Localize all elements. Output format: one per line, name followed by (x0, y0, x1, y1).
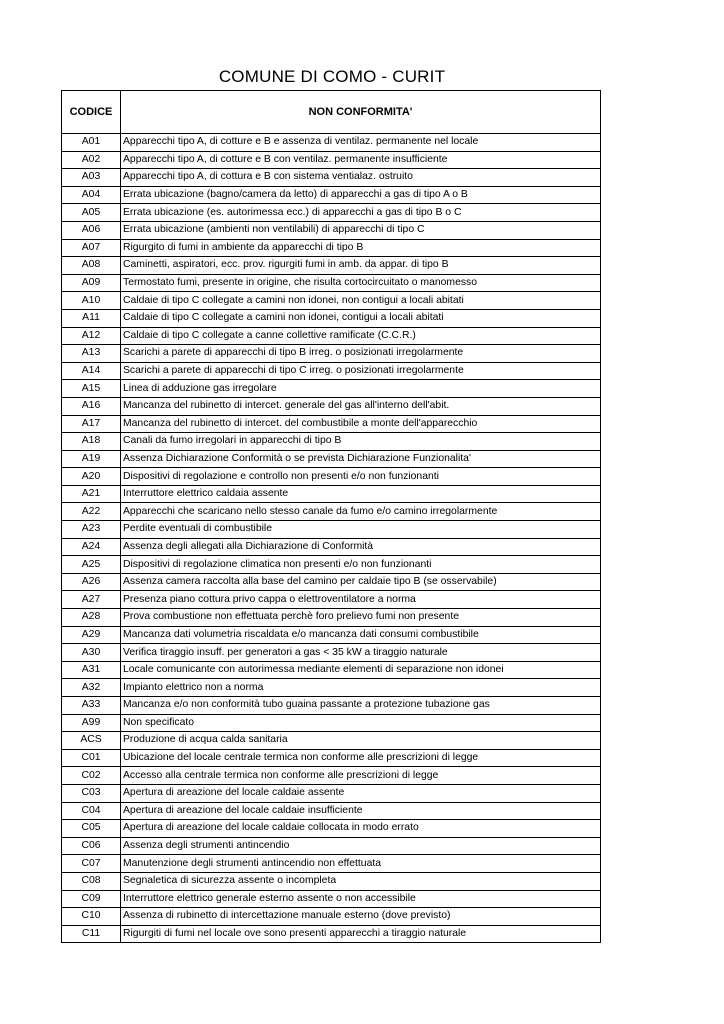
table-row (62, 345, 601, 363)
table-row (62, 626, 601, 644)
row-description: Scarichi a parete di apparecchi di tipo B irreg. o posizionati irregolarmente (121, 345, 601, 363)
row-description: Apparecchi che scaricano nello stesso canale da fumo e/o camino irregolarmente (121, 503, 601, 521)
row-description: Errata ubicazione (es. autorimessa ecc.) di apparecchi a gas di tipo B o C (121, 204, 601, 222)
table-row (62, 820, 601, 838)
row-code: A27 (62, 591, 121, 609)
table-row (62, 784, 601, 802)
row-code: A28 (62, 609, 121, 627)
table-row (62, 186, 601, 204)
row-description: Apertura di areazione del locale caldaie assente (121, 784, 601, 802)
row-description: Assenza degli allegati alla Dichiarazione di Conformità (121, 538, 601, 556)
row-description: Apparecchi tipo A, di cotture e B e assenza di ventilaz. permanente nel locale (121, 134, 601, 152)
table-body (62, 134, 601, 943)
row-description: Non specificato (121, 714, 601, 732)
row-code: C05 (62, 820, 121, 838)
row-code: A07 (62, 239, 121, 257)
table-row (62, 503, 601, 521)
row-code: A11 (62, 309, 121, 327)
row-description: Verifica tiraggio insuff. per generatori a gas < 35 kW a tiraggio naturale (121, 644, 601, 662)
row-code: A08 (62, 257, 121, 275)
table-row (62, 573, 601, 591)
row-code: A02 (62, 151, 121, 169)
document-title: COMUNE DI COMO - CURIT (218, 67, 446, 86)
row-description: Interruttore elettrico caldaia assente (121, 485, 601, 503)
row-code: A31 (62, 661, 121, 679)
row-description: Caldaie di tipo C collegate a canne collettive ramificate (C.C.R.) (121, 327, 601, 345)
row-description: Prova combustione non effettuata perchè foro prelievo fumi non presente (121, 609, 601, 627)
row-code: A04 (62, 186, 121, 204)
row-code: A12 (62, 327, 121, 345)
row-description: Assenza camera raccolta alla base del camino per caldaie tipo B (se osservabile) (121, 573, 601, 591)
row-description: Manutenzione degli strumenti antincendio non effettuata (121, 855, 601, 873)
table-row (62, 679, 601, 697)
table-row (62, 485, 601, 503)
row-description: Errata ubicazione (ambienti non ventilabili) di apparecchi di tipo C (121, 221, 601, 239)
table-row (62, 521, 601, 539)
row-code: C06 (62, 837, 121, 855)
row-description: Mancanza del rubinetto di intercet. del combustibile a monte dell'apparecchio (121, 415, 601, 433)
row-code: A10 (62, 292, 121, 310)
table-row (62, 450, 601, 468)
table-row (62, 309, 601, 327)
row-code: A01 (62, 134, 121, 152)
table-row (62, 837, 601, 855)
table-row (62, 134, 601, 152)
table-row (62, 767, 601, 785)
row-code: A23 (62, 521, 121, 539)
row-code: C04 (62, 802, 121, 820)
header-row (62, 91, 601, 134)
non-conformity-table (61, 90, 601, 943)
table-row (62, 591, 601, 609)
table-row (62, 415, 601, 433)
table-row (62, 204, 601, 222)
row-description: Caldaie di tipo C collegate a camini non idonei, contigui a locali abitati (121, 309, 601, 327)
row-code: A05 (62, 204, 121, 222)
row-description: Apertura di areazione del locale caldaie collocata in modo errato (121, 820, 601, 838)
table-row (62, 397, 601, 415)
row-code: A03 (62, 169, 121, 187)
row-description: Apparecchi tipo A, di cotture e B con ventilaz. permanente insufficiente (121, 151, 601, 169)
row-code: C03 (62, 784, 121, 802)
table-row (62, 556, 601, 574)
row-code: C02 (62, 767, 121, 785)
row-description: Apertura di areazione del locale caldaie insufficiente (121, 802, 601, 820)
row-description: Assenza degli strumenti antincendio (121, 837, 601, 855)
row-code: C07 (62, 855, 121, 873)
table-row (62, 151, 601, 169)
row-description: Canali da fumo irregolari in apparecchi di tipo B (121, 433, 601, 451)
row-code: C08 (62, 872, 121, 890)
row-code: A06 (62, 221, 121, 239)
table-row (62, 538, 601, 556)
table-row (62, 274, 601, 292)
table-header (62, 91, 601, 134)
row-description: Impianto elettrico non a norma (121, 679, 601, 697)
row-code: A33 (62, 697, 121, 715)
row-description: Segnaletica di sicurezza assente o incompleta (121, 872, 601, 890)
row-code: A18 (62, 433, 121, 451)
row-code: A26 (62, 573, 121, 591)
row-description: Caminetti, aspiratori, ecc. prov. rigurgiti fumi in amb. da appar. di tipo B (121, 257, 601, 275)
row-description: Rigurgito di fumi in ambiente da apparecchi di tipo B (121, 239, 601, 257)
row-code: A17 (62, 415, 121, 433)
row-description: Errata ubicazione (bagno/camera da letto) di apparecchi a gas di tipo A o B (121, 186, 601, 204)
row-code: A22 (62, 503, 121, 521)
row-description: Ubicazione del locale centrale termica non conforme alle prescrizioni di legge (121, 749, 601, 767)
row-description: Produzione di acqua calda sanitaria (121, 732, 601, 750)
row-description: Apparecchi tipo A, di cottura e B con sistema ventialaz. ostruito (121, 169, 601, 187)
row-description: Linea di adduzione gas irregolare (121, 380, 601, 398)
table-row (62, 292, 601, 310)
table-row (62, 732, 601, 750)
row-description: Caldaie di tipo C collegate a camini non idonei, non contigui a locali abitati (121, 292, 601, 310)
table-row (62, 609, 601, 627)
header-description: NON CONFORMITA' (121, 91, 601, 134)
row-code: C11 (62, 925, 121, 943)
table-row (62, 433, 601, 451)
row-description: Locale comunicante con autorimessa mediante elementi di separazione non idonei (121, 661, 601, 679)
row-description: Mancanza dati volumetria riscaldata e/o mancanza dati consumi combustibile (121, 626, 601, 644)
row-code: A21 (62, 485, 121, 503)
row-description: Scarichi a parete di apparecchi di tipo C irreg. o posizionati irregolarmente (121, 362, 601, 380)
table-row (62, 802, 601, 820)
table-row (62, 327, 601, 345)
row-description: Assenza Dichiarazione Conformità o se prevista Dichiarazione Funzionalita' (121, 450, 601, 468)
row-description: Mancanza e/o non conformità tubo guaina passante a protezione tubazione gas (121, 697, 601, 715)
table-row (62, 749, 601, 767)
row-code: A20 (62, 468, 121, 486)
row-code: A24 (62, 538, 121, 556)
row-code: A25 (62, 556, 121, 574)
row-code: A16 (62, 397, 121, 415)
table-row (62, 855, 601, 873)
table-row (62, 169, 601, 187)
row-code: ACS (62, 732, 121, 750)
row-description: Assenza di rubinetto di intercettazione manuale esterno (dove previsto) (121, 908, 601, 926)
table-row (62, 925, 601, 943)
table-row (62, 697, 601, 715)
row-code: C09 (62, 890, 121, 908)
table-row (62, 362, 601, 380)
table-row (62, 661, 601, 679)
row-description: Dispositivi di regolazione e controllo non presenti e/o non funzionanti (121, 468, 601, 486)
row-description: Termostato fumi, presente in origine, che risulta cortocircuitato o manomesso (121, 274, 601, 292)
table-row (62, 239, 601, 257)
row-description: Accesso alla centrale termica non conforme alle prescrizioni di legge (121, 767, 601, 785)
row-description: Perdite eventuali di combustibile (121, 521, 601, 539)
row-code: A15 (62, 380, 121, 398)
table-row (62, 714, 601, 732)
row-code: A32 (62, 679, 121, 697)
row-description: Mancanza del rubinetto di intercet. generale del gas all'interno dell'abit. (121, 397, 601, 415)
table-row (62, 890, 601, 908)
row-code: A09 (62, 274, 121, 292)
table-row (62, 908, 601, 926)
row-description: Rigurgiti di fumi nel locale ove sono presenti apparecchi a tiraggio naturale (121, 925, 601, 943)
table-row (62, 644, 601, 662)
row-code: A29 (62, 626, 121, 644)
row-code: A14 (62, 362, 121, 380)
row-description: Dispositivi di regolazione climatica non presenti e/o non funzionanti (121, 556, 601, 574)
row-code: A99 (62, 714, 121, 732)
header-code: CODICE (62, 91, 121, 134)
row-code: A13 (62, 345, 121, 363)
row-code: C10 (62, 908, 121, 926)
row-code: A30 (62, 644, 121, 662)
table-row (62, 380, 601, 398)
table-row (62, 468, 601, 486)
row-code: A19 (62, 450, 121, 468)
row-description: Interruttore elettrico generale esterno assente o non accessibile (121, 890, 601, 908)
table-row (62, 221, 601, 239)
table-row (62, 257, 601, 275)
table-row (62, 872, 601, 890)
row-code: C01 (62, 749, 121, 767)
row-description: Presenza piano cottura privo cappa o elettroventilatore a norma (121, 591, 601, 609)
